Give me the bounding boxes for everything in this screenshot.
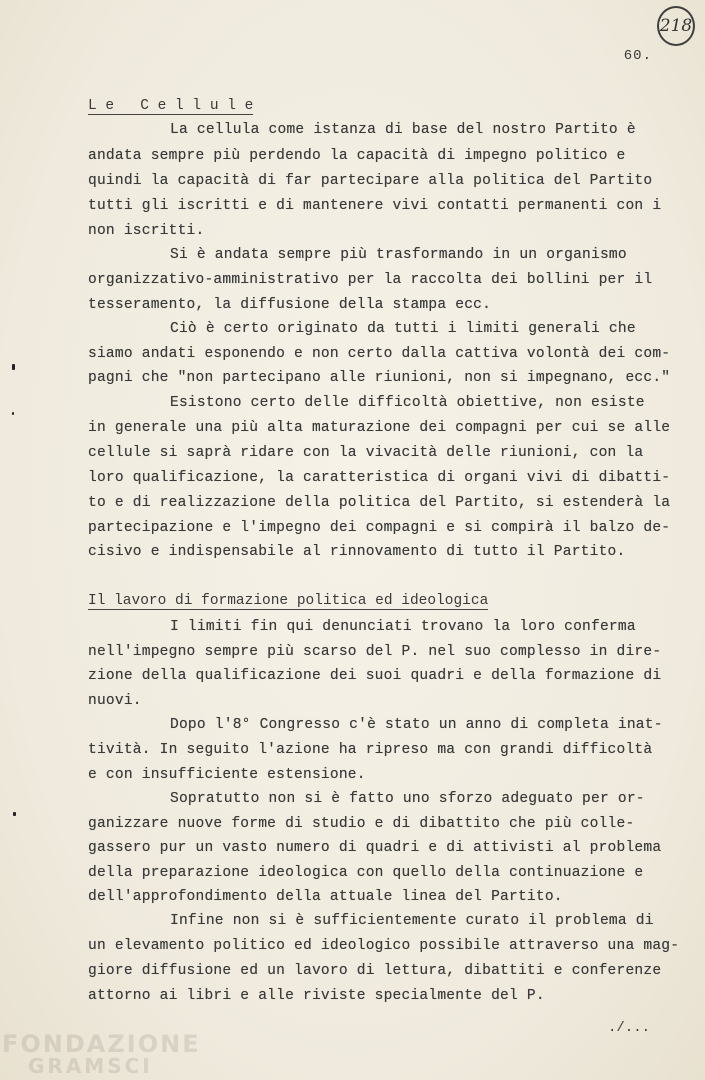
paragraph-line: cellule si saprà ridare con la vivacità delle riunioni, con la (88, 445, 644, 461)
archive-watermark (2, 1032, 201, 1076)
paragraph-line: quindi la capacità di far partecipare alla politica del Partito (88, 173, 653, 189)
paragraph-line: della preparazione ideologica con quello della continuazione e (88, 865, 644, 881)
margin-mark (12, 412, 14, 415)
paragraph-line: e con insufficiente estensione. (88, 767, 366, 783)
paragraph-line: attorno ai libri e alle riviste specialmente del P. (88, 988, 545, 1004)
paragraph-line: to e di realizzazione della politica del Partito, si estenderà la (88, 495, 671, 511)
paragraph-line: Ciò è certo originato da tutti i limiti generali che (170, 321, 636, 337)
paragraph-line: Esistono certo delle difficoltà obiettive, non esiste (170, 395, 645, 411)
margin-mark (12, 364, 15, 370)
paragraph-line: La cellula come istanza di base del nostro Partito è (170, 122, 636, 138)
paragraph-line: Si è andata sempre più trasformando in un organismo (170, 247, 627, 263)
paragraph-line: tività. In seguito l'azione ha ripreso ma con grandi difficoltà (88, 742, 653, 758)
paragraph-line: zione della qualificazione dei suoi quadri e della formazione di (88, 668, 662, 684)
paragraph-line: cisivo e indispensabile al rinnovamento di tutto il Partito. (88, 544, 626, 560)
paragraph-line: tesseramento, la diffusione della stampa ecc. (88, 297, 492, 313)
paragraph-line: un elevamento politico ed ideologico possibile attraverso una mag- (88, 938, 680, 954)
paragraph-line: partecipazione e l'impegno dei compagni e si compirà il balzo de- (88, 520, 671, 536)
paragraph-line: pagni che "non partecipano alle riunioni, non si impegnano, ecc." (88, 370, 671, 386)
paragraph-line: andata sempre più perdendo la capacità di impegno politico e (88, 148, 626, 164)
paragraph-line: loro qualificazione, la caratteristica di organi vivi di dibatti- (88, 470, 671, 486)
page-number: 60. (623, 48, 652, 64)
paragraph-line: nell'impegno sempre più scarso del P. nel suo complesso in dire- (88, 644, 662, 660)
paragraph-line: dell'approfondimento della attuale linea del Partito. (88, 889, 563, 905)
margin-mark (13, 812, 16, 816)
paragraph-line: organizzativo-amministrativo per la raccolta dei bollini per il (88, 272, 653, 288)
paragraph-line: Sopratutto non si è fatto uno sforzo adeguato per or- (170, 791, 645, 807)
paragraph-line: gassero pur un vasto numero di quadri e di attivisti al problema (88, 840, 662, 856)
paragraph-line: giore diffusione ed un lavoro di lettura, dibattiti e conferenze (88, 963, 662, 979)
watermark-line: FONDAZIONE (2, 1030, 201, 1058)
continuation-mark: ./... (607, 1020, 650, 1036)
paragraph-line: siamo andati esponendo e non certo dalla cattiva volontà dei com- (88, 346, 671, 362)
paragraph-line: ganizzare nuove forme di studio e di dibattito che più colle- (88, 816, 635, 832)
archive-stamp-number: 218 (657, 6, 695, 46)
section-heading-formazione: Il lavoro di formazione politica ed ideologica (88, 593, 489, 609)
paragraph-line: tutti gli iscritti e di mantenere vivi contatti permanenti con i (88, 198, 662, 214)
paragraph-line: Dopo l'8° Congresso c'è stato un anno di completa inat- (170, 717, 663, 733)
watermark-line: GRAMSCI (28, 1054, 153, 1078)
paragraph-line: I limiti fin qui denunciati trovano la loro conferma (170, 619, 636, 635)
paragraph-line: Infine non si è sufficientemente curato il problema di (170, 913, 654, 929)
section-heading-cellule: L e C e l l u l e (88, 98, 254, 114)
paragraph-line: in generale una più alta maturazione dei compagni per cui se alle (88, 420, 671, 436)
paragraph-line: non iscritti. (88, 223, 205, 239)
paragraph-line: nuovi. (88, 693, 142, 709)
